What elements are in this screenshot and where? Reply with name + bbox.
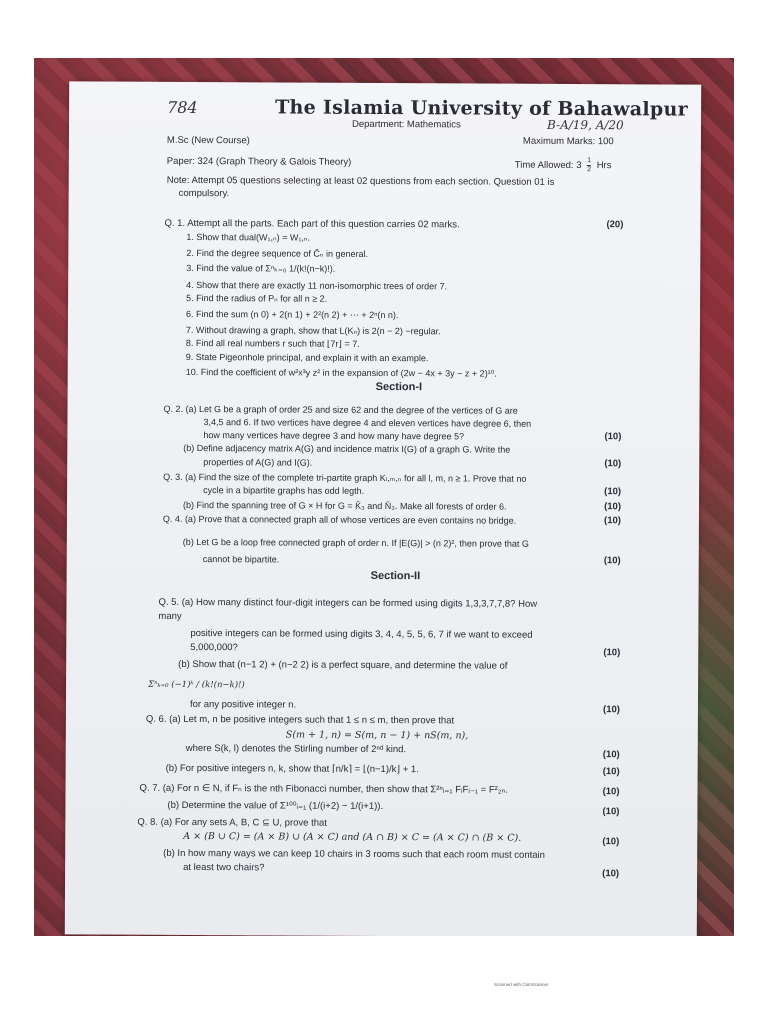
section2-line: Q. 8. (a) For any sets A, B, C ⊆ U, prove that [137, 816, 327, 829]
marks: (10) [602, 786, 620, 798]
section2-line: Q. 6. (a) Let m, n be positive integers such that 1 ≤ n ≤ m, then prove that [145, 713, 455, 727]
section2-line: Q. 5. (a) How many distinct four-digit integers can be formed using digits 1,3,3,7,7,8? How [158, 596, 538, 610]
marks: (10) [604, 486, 622, 498]
section2-line: for any positive integer n. [189, 698, 297, 711]
section2-line: 5,000,000? [190, 641, 238, 654]
marks: (10) [604, 431, 622, 443]
section2-line: where S(k, l) denotes the Stirling number of 2ⁿᵈ kind. [185, 742, 407, 756]
q1-part: 5. Find the radius of Pₙ for all n ≥ 2. [186, 292, 328, 304]
section2-line: A × (B ∪ C) = (A × B) ∪ (A × C) and (A ∩ B) × C = (A × C) ∩ (B × C). [183, 830, 522, 844]
marks: (10) [602, 836, 620, 848]
section1-line: cannot be bipartite. [202, 554, 280, 565]
section1-line: Q. 4. (a) Prove that a connected graph all of whose vertices are even contains no bridge. [162, 513, 517, 526]
section2-line: Q. 7. (a) For n ∈ N, if Fₙ is the nth Fibonacci number, then show that Σ²ⁿᵢ₌₁ FᵢFᵢ₋₁ = F²₂ₙ. [139, 782, 508, 796]
section2-line: at least two chairs? [183, 861, 265, 874]
section1-line: (b) Define adjacency matrix A(G) and incidence matrix I(G) of a graph G. Write the [183, 442, 511, 455]
section1-line: Q. 3. (a) Find the size of the complete tri-partite graph Kₗ,ₘ,ₙ for all l, m, n ≥ 1. Prove that no [163, 471, 527, 484]
section2-line: (b) Determine the value of Σ¹⁰⁰ᵢ₌₁ (1/(i+2) − 1/(i+1)). [167, 799, 384, 813]
q1-part: 7. Without drawing a graph, show that L(Kₙ) is 2(n − 2) −regular. [185, 324, 441, 337]
section2-line: (b) Show that (n−1 2) + (n−2 2) is a perfect square, and determine the value of [178, 658, 508, 672]
section2-line: S(m + 1, n) = S(m, n − 1) + nS(m, n), [285, 729, 469, 742]
university-title: The Islamia University of Bahawalpur [275, 96, 689, 121]
section2-line: many [158, 610, 182, 622]
q1-marks: (20) [606, 219, 624, 231]
course: M.Sc (New Course) [166, 134, 250, 147]
q1-part: 10. Find the coefficient of w²x³y z² in the expansion of (2w − 4x + 3y − z + 2)¹⁰. [185, 366, 497, 379]
section2-line: Σⁿₖ₌₀ (−1)ᵏ / (k!(n−k)!) [148, 679, 245, 691]
section1-line: 3,4,5 and 6. If two vertices have degree 4 and eleven vertices have degree 6, then [203, 417, 532, 429]
section2-title: Section-II [370, 569, 421, 583]
q1-part: 1. Show that dual(W₁,ₙ) = W₁,ₙ. [186, 231, 310, 243]
marks: (10) [603, 647, 621, 659]
q1-part: 3. Find the value of Σⁿₖ₌₀ 1/(k!(n−k)!). [186, 262, 336, 274]
note-line1: Note: Attempt 05 questions selecting at least 02 questions from each section. Question 01 is [166, 174, 555, 188]
section1-line: (b) Let G be a loop free connected graph of order n. If |E(G)| > (n 2)², then prove that G [182, 536, 529, 549]
q1-part: 4. Show that there are exactly 11 non-isomorphic trees of order 7. [186, 279, 448, 292]
section1-title: Section-I [375, 380, 423, 394]
q1-part: 2. Find the degree sequence of C̄ₙ in general. [186, 247, 369, 259]
marks: (10) [603, 704, 620, 716]
section2-line: (b) For positive integers n, k, show that ⌈n/k⌉ = ⌊(n−1)/k⌋ + 1. [165, 762, 419, 776]
marks: (10) [603, 555, 621, 567]
scanner-watermark: Scanned with CamScanner [494, 982, 549, 987]
q1-part: 6. Find the sum (n 0) + 2(n 1) + 2²(n 2) + ⋯ + 2ⁿ(n n). [185, 308, 399, 321]
paper-title: Paper: 324 (Graph Theory & Galois Theory) [166, 155, 352, 168]
marks: (10) [602, 806, 620, 818]
marks: (10) [602, 766, 620, 778]
section1-line: cycle in a bipartite graphs has odd legth. [203, 485, 365, 496]
section1-line: Q. 2. (a) Let G be a graph of order 25 and size 62 and the degree of the vertices of G are [163, 403, 518, 416]
handwritten-code: B-A/19, A/20 [546, 117, 624, 133]
section1-line: how many vertices have degree 3 and how many have degree 5? [203, 430, 465, 442]
photo-background [34, 58, 734, 936]
max-marks: Maximum Marks: 100 [522, 135, 614, 148]
time-allowed: Time Allowed: 3 $\frac{1}{2}$ Hrs [514, 157, 612, 174]
section2-line: positive integers can be formed using digits 3, 4, 4, 5, 5, 6, 7 if we want to exceed [190, 627, 533, 641]
marks: (10) [602, 749, 620, 761]
marks: (10) [602, 868, 620, 880]
marks: (10) [604, 515, 621, 527]
handwritten-number: 784 [167, 97, 198, 118]
q1-heading: Q. 1. Attempt all the parts. Each part of this question carries 02 marks. [164, 217, 460, 231]
q1-part: 9. State Pigeonhole principal, and explain it with an example. [185, 351, 429, 364]
section1-line: properties of A(G) and I(G). [203, 457, 313, 468]
department: Department: Mathematics [351, 118, 461, 131]
exam-paper [65, 81, 701, 936]
marks: (10) [604, 458, 622, 470]
section2-line: (b) In how many ways we can keep 10 chairs in 3 rooms such that each room must contain [163, 847, 545, 861]
marks: (10) [604, 501, 622, 513]
note-line2: compulsory. [178, 187, 230, 200]
q1-part: 8. Find all real numbers r such that ⌊7r⌋ = 7. [185, 337, 360, 349]
section1-line: (b) Find the spanning tree of G × H for G = K̄₃ and N̄₃. Make all forests of order 6. [182, 499, 507, 512]
